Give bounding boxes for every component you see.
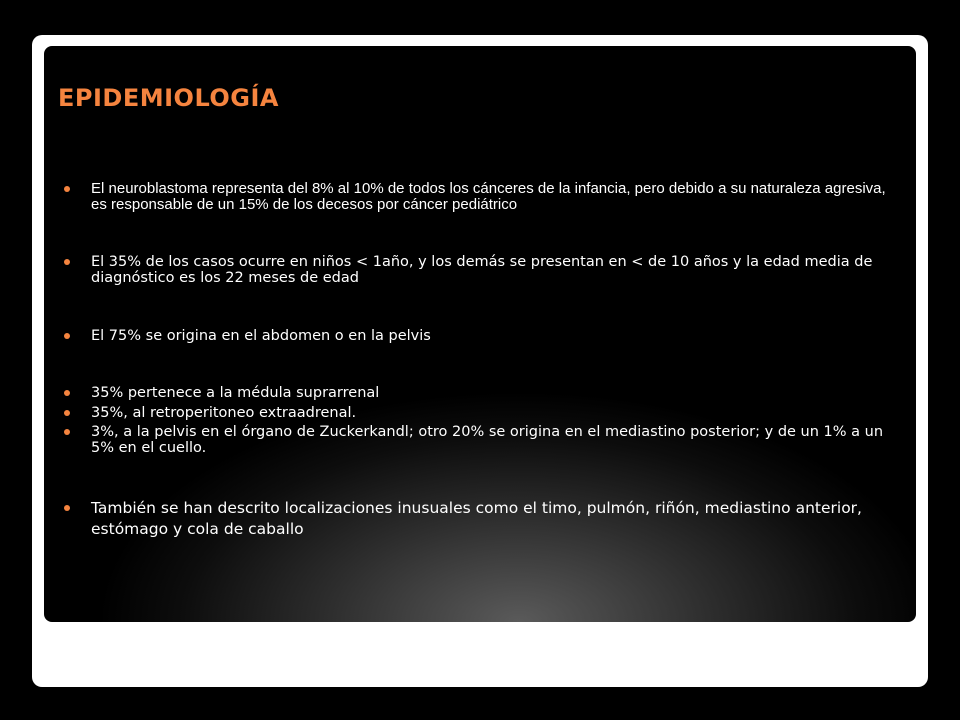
- bullet-text: 35% pertenece a la médula suprarrenal: [91, 385, 380, 401]
- bullet-item-retroperitoneum: [91, 405, 891, 421]
- bullet-icon: [64, 333, 70, 339]
- bullet-item-unusual: [91, 498, 891, 540]
- bullet-text: El 35% de los casos ocurre en niños < 1año, y los demás se presentan en < de 10 años y la edad media de diagnóstico es los 22 meses de edad: [91, 254, 873, 286]
- bullet-icon: [64, 505, 70, 511]
- bullet-item-origin: [91, 328, 891, 344]
- bullet-item-adrenal: [91, 385, 891, 401]
- bullet-item-age: [91, 254, 891, 286]
- bullet-icon: [64, 259, 70, 265]
- slide-title: EPIDEMIOLOGÍA: [58, 84, 279, 112]
- bullet-icon: [64, 390, 70, 396]
- bullet-icon: [64, 429, 70, 435]
- bullet-icon: [64, 186, 70, 192]
- bullet-item-incidence: [91, 181, 891, 213]
- bullet-text: 35%, al retroperitoneo extraadrenal.: [91, 405, 357, 421]
- bullet-text: El 75% se origina en el abdomen o en la pelvis: [91, 328, 431, 344]
- bullet-text: El neuroblastoma representa del 8% al 10% de todos los cánceres de la infancia, pero debido a su naturaleza agresiva, es responsable de un 15% de los decesos por cáncer pediátrico: [91, 180, 886, 213]
- bullet-text: 3%, a la pelvis en el órgano de Zuckerkandl; otro 20% se origina en el mediastino posterior; y de un 1% a un 5% en el cuello.: [91, 424, 884, 456]
- bullet-icon: [64, 410, 70, 416]
- bullet-text: También se han descrito localizaciones inusuales como el timo, pulmón, riñón, mediastino anterior, estómago y cola de caballo: [91, 499, 862, 538]
- bullet-item-pelvis: [91, 424, 891, 456]
